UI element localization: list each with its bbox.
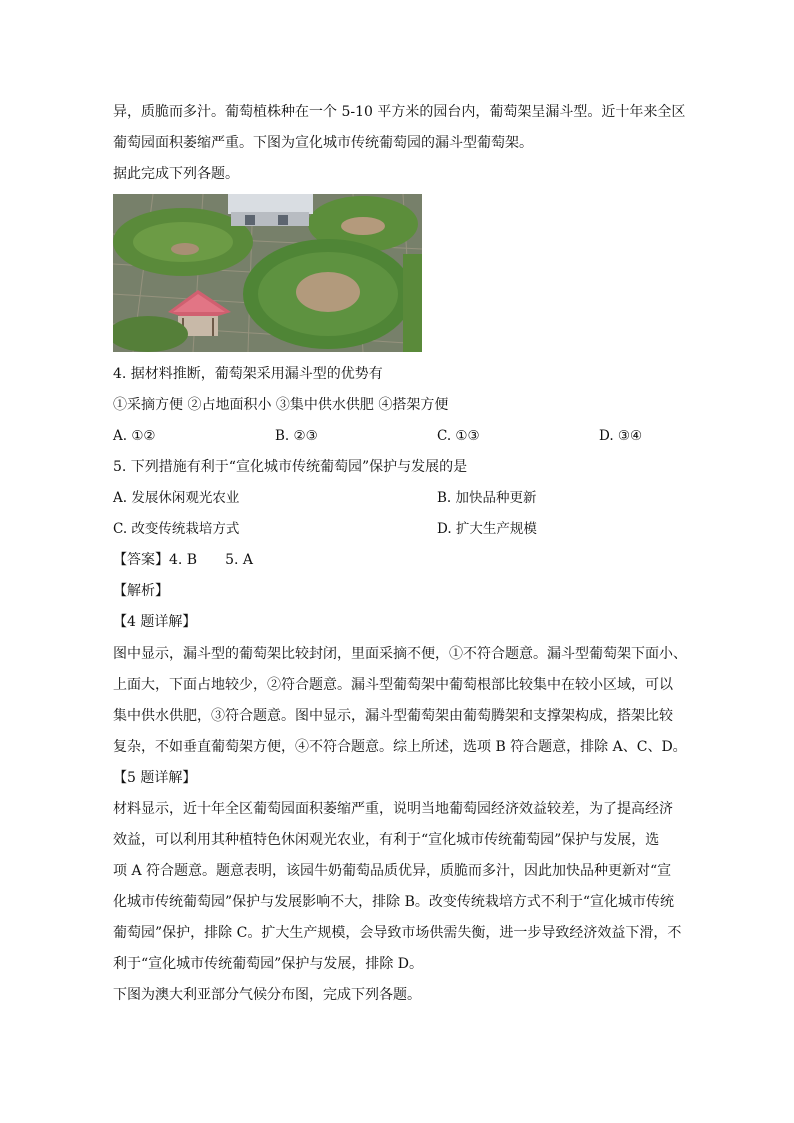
q4-option-c[interactable]: C. ①③ — [437, 428, 480, 444]
q4-detail-line-1: 图中显示，漏斗型的葡萄架比较封闭，里面采摘不便，①不符合题意。漏斗型葡萄架下面小、 — [113, 646, 687, 662]
q5-detail-heading: 【5 题详解】 — [113, 770, 197, 786]
q5-detail-line-4: 化城市传统葡萄园”保护与发展影响不大，排除 B。改变传统栽培方式不利于“宣化城市传统 — [113, 894, 675, 910]
q4-detail-heading: 【4 题详解】 — [113, 614, 197, 630]
q4-detail-line-4: 复杂，不如垂直葡萄架方便，④不符合题意。综上所述，选项 B 符合题意，排除 A、C、D。 — [113, 739, 687, 755]
closing-line: 下图为澳大利亚部分气候分布图，完成下列各题。 — [113, 987, 421, 1003]
vineyard-photo — [113, 194, 422, 352]
q5-detail-line-2: 效益，可以利用其种植特色休闲观光农业，有利于“宣化城市传统葡萄园”保护与发展，选 — [113, 832, 660, 848]
q5-detail-line-5: 葡萄园”保护，排除 C。扩大生产规模，会导致市场供需失衡，进一步导致经济效益下滑，不 — [113, 925, 682, 941]
q5-option-c[interactable]: C. 改变传统栽培方式 — [113, 521, 240, 537]
q4-option-d[interactable]: D. ③④ — [599, 428, 643, 444]
q4-option-a[interactable]: A. ①② — [113, 428, 156, 444]
q5-stem: 5. 下列措施有利于“宣化城市传统葡萄园”保护与发展的是 — [113, 459, 468, 475]
intro-line-1: 异，质脆而多汁。葡萄植株种在一个 5-10 平方米的园台内，葡萄架呈漏斗型。近十年来全区 — [113, 104, 686, 120]
q5-detail-line-3: 项 A 符合题意。题意表明，该园牛奶葡萄品质优异，质脆而多汁，因此加快品种更新对“宣 — [113, 863, 672, 879]
q5-option-a[interactable]: A. 发展休闲观光农业 — [113, 490, 240, 506]
q4-items: ①采摘方便 ②占地面积小 ③集中供水供肥 ④搭架方便 — [113, 397, 449, 413]
intro-line-3: 据此完成下列各题。 — [113, 166, 239, 182]
q5-detail-line-1: 材料显示，近十年全区葡萄园面积萎缩严重，说明当地葡萄园经济效益较差，为了提高经济 — [113, 801, 673, 817]
q4-option-b[interactable]: B. ②③ — [275, 428, 318, 444]
q4-stem: 4. 据材料推断，葡萄架采用漏斗型的优势有 — [113, 366, 383, 382]
answer-line: 【答案】4. B 5. A — [113, 552, 254, 568]
q5-detail-line-6: 利于“宣化城市传统葡萄园”保护与发展，排除 D。 — [113, 956, 423, 972]
analysis-heading: 【解析】 — [113, 583, 169, 599]
q5-option-b[interactable]: B. 加快品种更新 — [437, 490, 537, 506]
intro-line-2: 葡萄园面积萎缩严重。下图为宣化城市传统葡萄园的漏斗型葡萄架。 — [113, 135, 533, 151]
q4-detail-line-3: 集中供水供肥，③符合题意。图中显示，漏斗型葡萄架由葡萄腾架和支撑架构成，搭架比较 — [113, 708, 673, 724]
q5-option-d[interactable]: D. 扩大生产规模 — [437, 521, 537, 537]
q4-detail-line-2: 上面大，下面占地较少，②符合题意。漏斗型葡萄架中葡萄根部比较集中在较小区域，可以 — [113, 677, 673, 693]
